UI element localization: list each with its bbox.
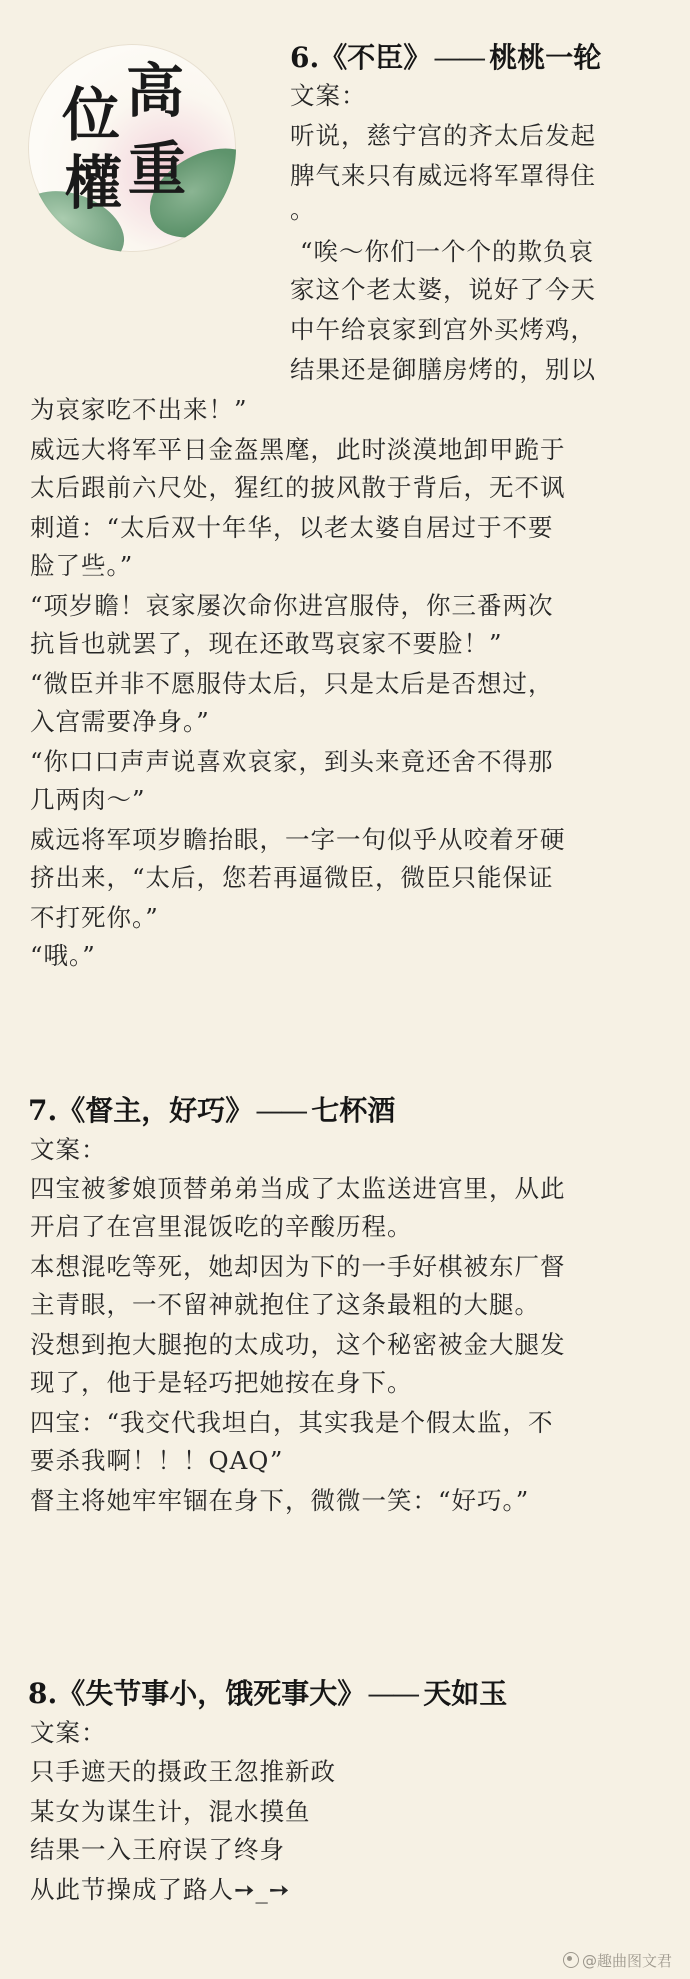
- book-author: 天如玉: [423, 1677, 508, 1710]
- text-line: 本想混吃等死，她却因为下的一手好棋被东厂督: [30, 1252, 566, 1281]
- text-line: 要杀我啊！！！QAQ”: [30, 1446, 284, 1475]
- book-title: [28, 1677, 508, 1710]
- book-author: 七杯酒: [311, 1094, 396, 1127]
- text-line: 结果还是御膳房烤的，别以: [290, 355, 596, 384]
- emblem-char: 高: [126, 57, 185, 125]
- text-line: 脸了些。”: [30, 551, 134, 580]
- title-dash: ——: [255, 1094, 306, 1127]
- book-title-text: 6.《不臣》: [290, 41, 432, 74]
- book-author: 桃桃一轮: [489, 41, 602, 74]
- text-line: “哦。”: [30, 941, 96, 970]
- text-line: 督主将她牢牢锢在身下，微微一笑：“好巧。”: [30, 1486, 530, 1515]
- title-dash: ——: [433, 41, 484, 74]
- text-line: 现了，他于是轻巧把她按在身下。: [30, 1368, 413, 1397]
- text-line: 某女为谋生计，混水摸鱼: [30, 1797, 311, 1826]
- emblem-char: 權: [64, 149, 123, 217]
- emblem-logo: [28, 44, 236, 252]
- text-line: 中午给哀家到宫外买烤鸡，: [290, 315, 596, 344]
- text-line: 文案：: [290, 81, 367, 110]
- text-line: 几两肉～”: [30, 785, 146, 814]
- text-line: 威远大将军平日金盔黑麾，此时淡漠地卸甲跪于: [30, 435, 566, 464]
- text-line: 四宝：“我交代我坦白，其实我是个假太监，不: [30, 1408, 554, 1437]
- text-line: 结果一入王府误了终身: [30, 1835, 285, 1864]
- text-line: 从此节操成了路人➙_➙: [30, 1875, 291, 1904]
- title-dash: ——: [367, 1677, 418, 1710]
- text-line: 只手遮天的摄政王忽推新政: [30, 1757, 336, 1786]
- weibo-icon: [563, 1952, 579, 1968]
- text-line: 威远将军项岁瞻抬眼，一字一句似乎从咬着牙硬: [30, 825, 566, 854]
- text-line: 没想到抱大腿抱的太成功，这个秘密被金大腿发: [30, 1330, 566, 1359]
- text-line: 四宝被爹娘顶替弟弟当成了太监送进宫里，从此: [30, 1174, 566, 1203]
- text-line: 太后跟前六尺处，猩红的披风散于背后，无不讽: [30, 473, 566, 502]
- text-line: 不打死你。”: [30, 903, 159, 932]
- text-line: 家这个老太婆，说好了今天: [290, 275, 596, 304]
- text-line: 入宫需要净身。”: [30, 707, 210, 736]
- watermark-text: @趣曲图文君: [581, 1952, 672, 1970]
- book-title: [28, 1094, 396, 1127]
- text-line: 文案：: [30, 1135, 107, 1164]
- text-line: “你口口声声说喜欢哀家，到头来竟还舍不得那: [30, 747, 554, 776]
- text-line: 为哀家吃不出来！”: [30, 395, 248, 424]
- text-line: “项岁瞻！哀家屡次命你进宫服侍，你三番两次: [30, 591, 554, 620]
- book-title: [290, 41, 602, 74]
- text-line: 刺道：“太后双十年华，以老太婆自居过于不要: [30, 513, 554, 542]
- text-line: 主青眼，一不留神就抱住了这条最粗的大腿。: [30, 1290, 540, 1319]
- text-line: 听说，慈宁宫的齐太后发起: [290, 121, 596, 150]
- emblem-char: 重: [128, 135, 187, 203]
- book-title-text: 8.《失节事小，饿死事大》: [28, 1677, 366, 1710]
- book-title-text: 7.《督主，好巧》: [28, 1094, 254, 1127]
- emblem-char: 位: [62, 81, 121, 149]
- text-line: 脾气来只有威远将军罩得住: [290, 161, 596, 190]
- text-line: 。: [290, 195, 316, 224]
- text-line: 挤出来，“太后，您若再逼微臣，微臣只能保证: [30, 863, 554, 892]
- text-line: 文案：: [30, 1718, 107, 1747]
- watermark: [563, 1950, 672, 1971]
- text-line: 抗旨也就罢了，现在还敢骂哀家不要脸！”: [30, 629, 503, 658]
- text-line: 开启了在宫里混饭吃的辛酸历程。: [30, 1212, 413, 1241]
- text-line: “唉～你们一个个的欺负哀: [300, 237, 595, 266]
- text-line: “微臣并非不愿服侍太后，只是太后是否想过，: [30, 669, 554, 698]
